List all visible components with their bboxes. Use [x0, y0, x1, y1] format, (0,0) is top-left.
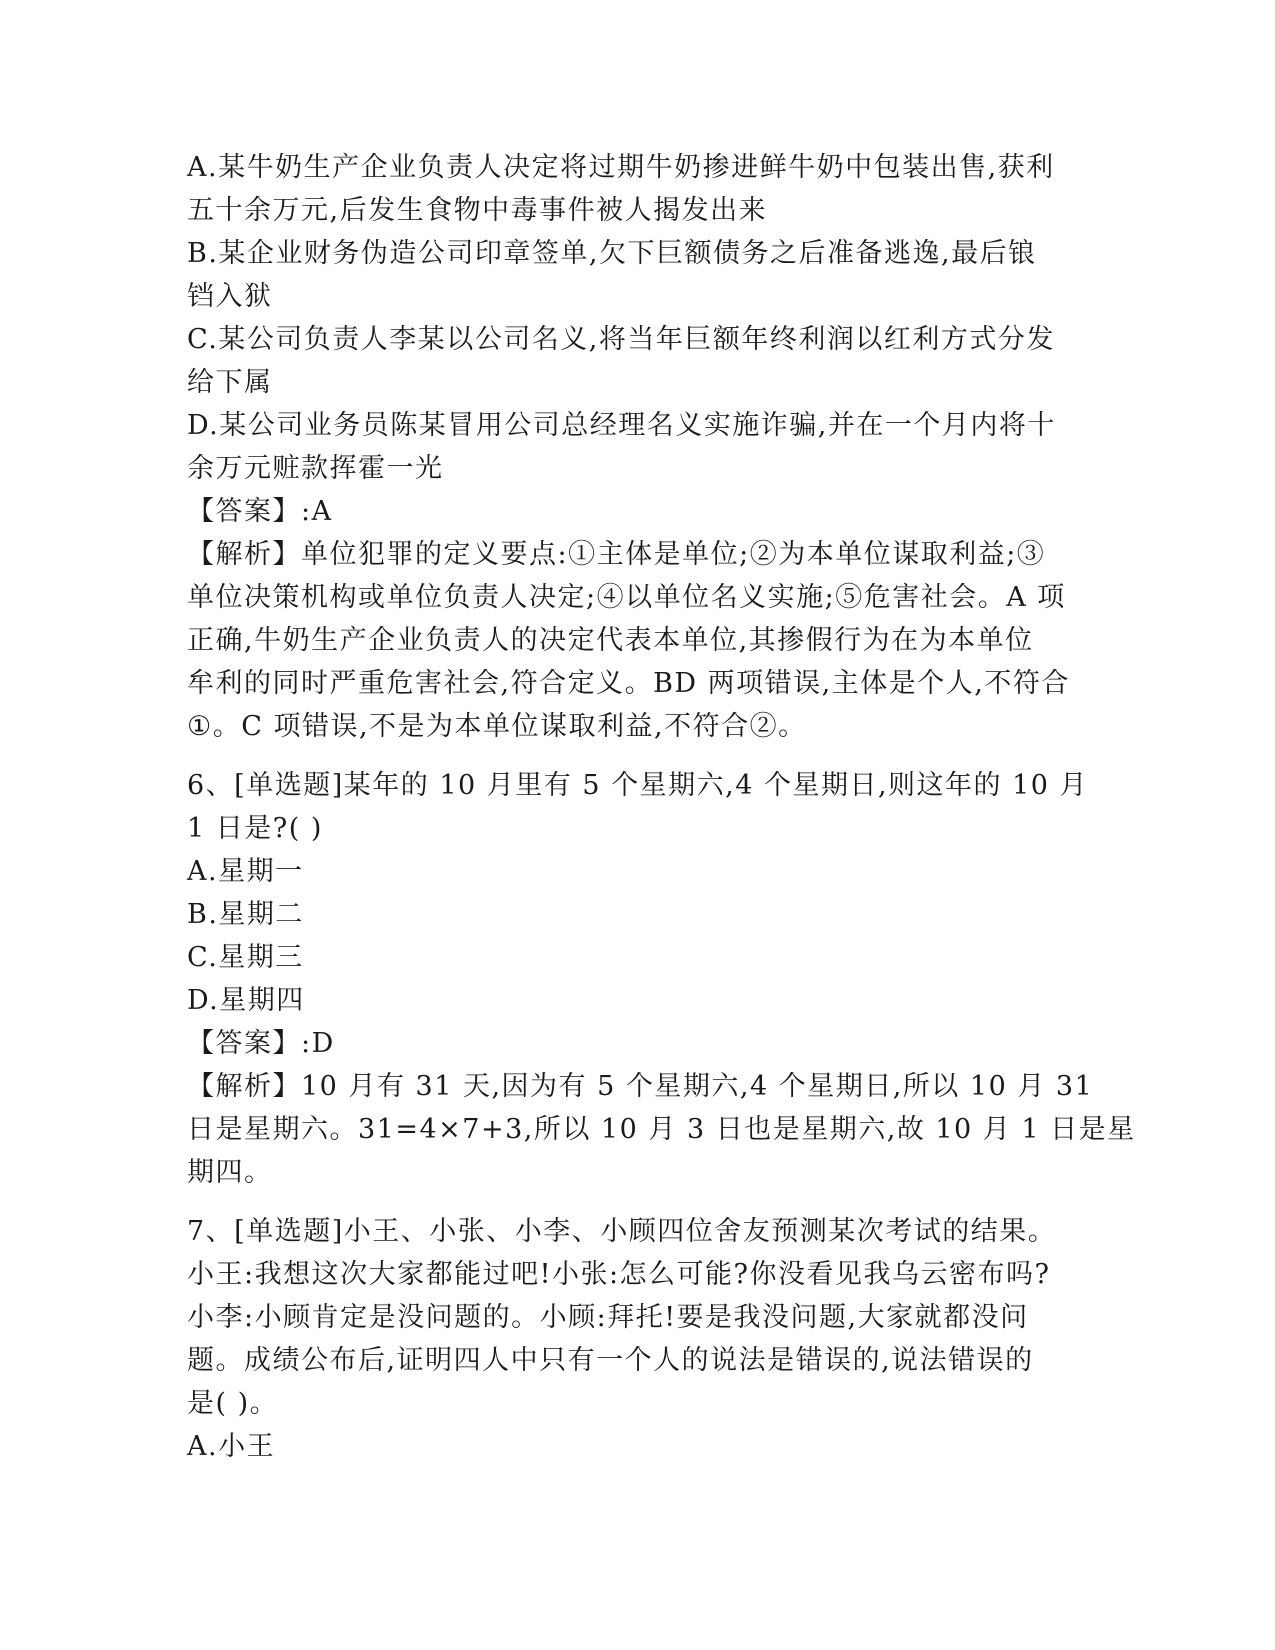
text-line: 余万元赃款挥霍一光: [187, 453, 444, 484]
option-a: A.小王: [187, 1431, 276, 1462]
answer-line: 【答案】:D: [187, 1028, 335, 1059]
option-a: A.星期一: [187, 856, 304, 887]
analysis-line: 【解析】单位犯罪的定义要点:①主体是单位;②为本单位谋取利益;③: [187, 539, 1046, 570]
option-d: D.星期四: [187, 985, 305, 1016]
text-line: 五十余万元,后发生食物中毒事件被人揭发出来: [187, 195, 768, 226]
answer-line: 【答案】:A: [187, 496, 333, 527]
question-stem-line: 是( )。: [187, 1388, 279, 1419]
question-5-options-and-answer: [187, 146, 1087, 748]
option-c: C.星期三: [187, 942, 304, 973]
question-stem-line: 小李:小顾肯定是没问题的。小顾:拜托!要是我没问题,大家就都没问: [187, 1302, 1029, 1333]
text-line: D.某公司业务员陈某冒用公司总经理名义实施诈骗,并在一个月内将十: [187, 410, 1056, 441]
question-7: [187, 1210, 1087, 1468]
document-body: [187, 146, 1136, 1468]
paragraph-gap: [187, 748, 1087, 764]
question-stem-line: 6、[单选题]某年的 10 月里有 5 个星期六,4 个星期日,则这年的 10 月: [187, 770, 1089, 801]
analysis-line: 日是星期六。31=4×7+3,所以 10 月 3 日也是星期六,故 10 月 1 日是星: [187, 1114, 1136, 1145]
text-line: C.某公司负责人李某以公司名义,将当年巨额年终利润以红利方式分发: [187, 324, 1055, 355]
analysis-line: 期四。: [187, 1157, 273, 1188]
question-stem-line: 7、[单选题]小王、小张、小李、小顾四位舍友预测某次考试的结果。: [187, 1216, 1057, 1247]
question-6: [187, 764, 1136, 1194]
analysis-line: 【解析】10 月有 31 天,因为有 5 个星期六,4 个星期日,所以 10 月 31: [187, 1071, 1094, 1102]
question-stem-line: 1 日是?( ): [187, 813, 323, 844]
text-line: B.某企业财务伪造公司印章签单,欠下巨额债务之后准备逃逸,最后锒: [187, 238, 1037, 269]
analysis-line: ①。C 项错误,不是为本单位谋取利益,不符合②。: [187, 711, 807, 742]
paragraph-gap: [187, 1194, 1087, 1210]
analysis-line: 单位决策机构或单位负责人决定;④以单位名义实施;⑤危害社会。A 项: [187, 582, 1066, 613]
analysis-line: 正确,牛奶生产企业负责人的决定代表本单位,其掺假行为在为本单位: [187, 625, 1034, 656]
text-line: A.某牛奶生产企业负责人决定将过期牛奶掺进鲜牛奶中包装出售,获利: [187, 152, 1055, 183]
analysis-line: 牟利的同时严重危害社会,符合定义。BD 两项错误,主体是个人,不符合: [187, 668, 1070, 699]
question-stem-line: 小王:我想这次大家都能过吧!小张:怎么可能?你没看见我乌云密布吗?: [187, 1259, 1051, 1290]
question-stem-line: 题。成绩公布后,证明四人中只有一个人的说法是错误的,说法错误的: [187, 1345, 1034, 1376]
option-b: B.星期二: [187, 899, 304, 930]
text-line: 铛入狱: [187, 281, 273, 312]
text-line: 给下属: [187, 367, 273, 398]
